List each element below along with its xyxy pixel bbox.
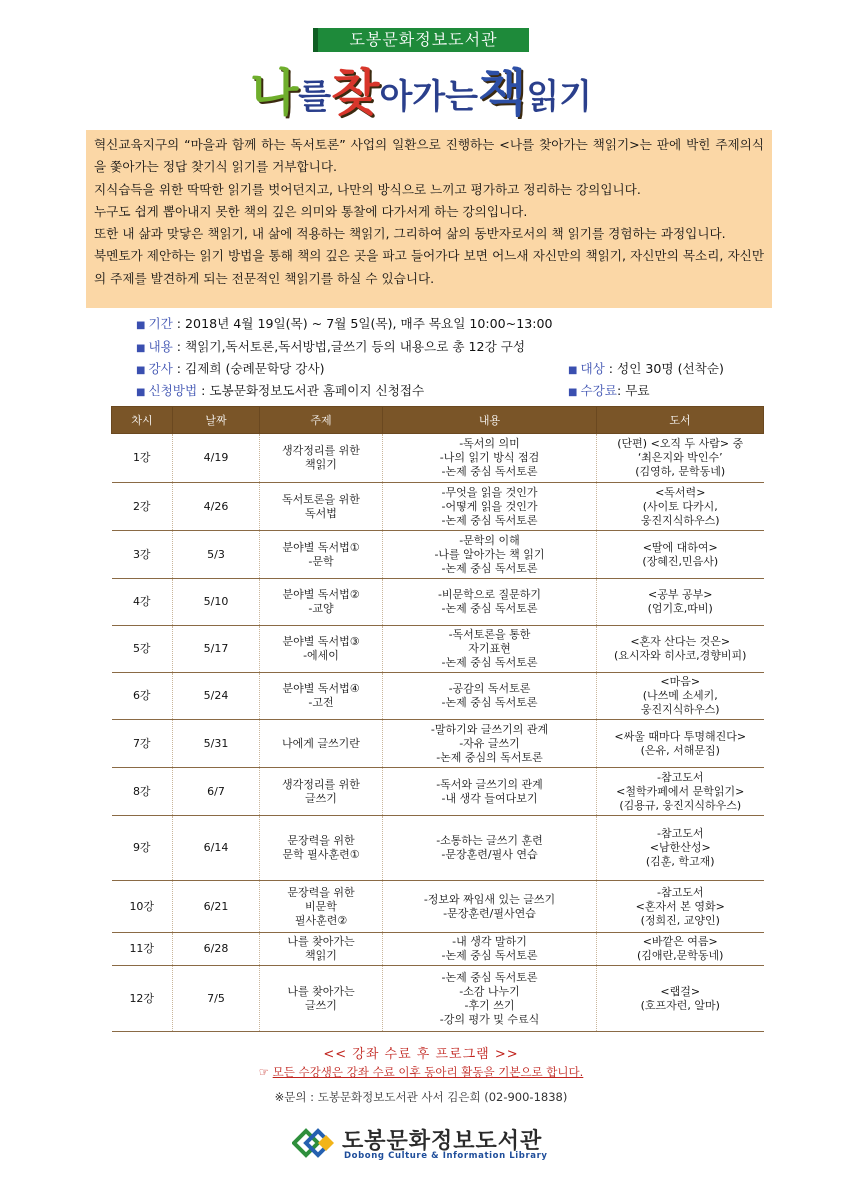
intro-paragraph: 누구도 쉽게 뽑아내지 못한 책의 깊은 의미와 통찰에 다가서게 하는 강의입니다.: [94, 203, 528, 219]
page-title: [0, 64, 842, 126]
info-value: : 김제희 (숭례문학당 강사): [172, 361, 325, 376]
book-cell-line: (단편) <오직 두 사람> 중: [617, 437, 744, 450]
club-note: [0, 1064, 842, 1080]
table-row: [112, 720, 764, 768]
content-cell-line: -독서의 의미: [459, 437, 520, 450]
content-cell: [383, 434, 597, 483]
bullet-square-icon: ■: [136, 387, 146, 398]
date-cell: 6/28: [173, 933, 260, 966]
book-cell: [597, 881, 764, 933]
book-cell-line: <혼자 산다는 것은>: [630, 635, 731, 648]
info-value: : 2018년 4월 19일(목) ~ 7월 5일(목), 매주 목요일 10:00~13:00: [172, 316, 553, 331]
table-row: [112, 626, 764, 673]
book-cell: [597, 933, 764, 966]
info-label: 신청방법: [148, 383, 198, 398]
schedule-table: [111, 406, 764, 1032]
topic-cell: [260, 816, 383, 881]
logo-name: 도봉문화정보도서관: [342, 1129, 543, 1154]
content-cell-line: -어떻게 읽을 것인가: [441, 499, 538, 513]
content-cell-line: -논제 중심 독서토론: [441, 561, 538, 575]
content-cell-line: -후기 쓰기: [464, 998, 515, 1012]
book-cell-line: (엄기호,따비): [647, 602, 713, 615]
table-row: [112, 673, 764, 720]
content-cell-line: -내 생각 들여다보기: [441, 791, 538, 805]
program-title: << 강좌 수료 후 프로그램 >>: [323, 1047, 519, 1062]
library-badge: 도봉문화정보도서관: [313, 28, 529, 52]
book-cell: [597, 483, 764, 531]
book-cell-line: <혼자서 본 영화>: [635, 899, 725, 913]
topic-cell: [260, 579, 383, 626]
content-cell-line: -나를 알아가는 책 읽기: [434, 547, 545, 561]
topic-cell: [260, 434, 383, 483]
content-cell-line: -논제 중심 독서토론: [441, 970, 538, 984]
topic-cell: [260, 626, 383, 673]
date-cell: 6/7: [173, 768, 260, 816]
date-cell: 4/19: [173, 434, 260, 483]
session-cell: 11강: [112, 933, 173, 966]
content-cell-line: 자기표현: [468, 642, 511, 655]
content-cell-line: -논제 중심 독서토론: [441, 602, 538, 615]
date-cell: 5/31: [173, 720, 260, 768]
book-cell-line: <마음>: [660, 675, 701, 688]
library-logo-mark-icon: [292, 1128, 340, 1158]
column-header: 차시: [112, 407, 173, 434]
info-value: : 도봉문화정보도서관 홈페이지 신청접수: [197, 383, 425, 398]
content-cell: [383, 966, 597, 1032]
content-cell: [383, 881, 597, 933]
session-cell: 1강: [112, 434, 173, 483]
book-cell-line: (사이토 다카시,: [642, 499, 718, 513]
content-cell-line: -문장훈련/필사 연습: [441, 848, 538, 861]
book-cell-line: (김애란,문학동네): [637, 949, 724, 962]
topic-cell-line: 문장력을 위한: [287, 885, 355, 899]
topic-cell: [260, 933, 383, 966]
topic-cell-line: 분야별 독서법①: [282, 540, 360, 554]
topic-cell-line: 생각정리를 위한: [282, 444, 360, 457]
content-cell-line: -강의 평가 및 수료식: [439, 1012, 540, 1026]
table-row: [112, 881, 764, 933]
content-cell-line: -독서토론을 통한: [448, 628, 531, 641]
book-cell: [597, 673, 764, 720]
library-logo: [292, 1124, 552, 1168]
bullet-square-icon: ■: [136, 320, 146, 331]
topic-cell-line: 글쓰기: [305, 791, 337, 805]
club-note-text: 모든 수강생은 강좌 수료 이후 동아리 활동을 기본으로 합니다.: [272, 1065, 584, 1079]
info-value: : 성인 30명 (선착순): [604, 361, 724, 376]
column-header: 날짜: [173, 407, 260, 434]
date-cell: 4/26: [173, 483, 260, 531]
book-cell-line: (은유, 서해문집): [640, 743, 720, 757]
column-header: 도서: [597, 407, 764, 434]
book-cell: [597, 626, 764, 673]
date-cell: 5/10: [173, 579, 260, 626]
session-cell: 5강: [112, 626, 173, 673]
book-cell-line: <공부 공부>: [648, 588, 713, 601]
session-cell: 4강: [112, 579, 173, 626]
content-cell: [383, 673, 597, 720]
book-cell-line: (김영하, 문학동네): [635, 465, 726, 478]
table-row: [112, 434, 764, 483]
table-row: [112, 933, 764, 966]
book-cell-line: <독서력>: [655, 485, 706, 499]
info-label: 대상: [580, 361, 605, 376]
table-row: [112, 483, 764, 531]
column-header: 내용: [383, 407, 597, 434]
topic-cell-line: 분야별 독서법④: [282, 682, 360, 695]
book-cell: [597, 531, 764, 579]
info-value: : 책읽기,독서토론,독서방법,글쓰기 등의 내용으로 총 12강 구성: [172, 339, 526, 354]
bullet-square-icon: ■: [136, 343, 146, 354]
title-part-1: 나: [249, 64, 299, 122]
book-cell-line: (나쓰메 소세키,: [642, 689, 718, 702]
table-row: [112, 966, 764, 1032]
topic-cell-line: 필사훈련②: [294, 913, 348, 927]
book-cell-line: -참고도서: [657, 885, 704, 899]
book-cell-line: <랩걸>: [660, 984, 701, 998]
content-cell-line: -공감의 독서토론: [448, 682, 531, 695]
book-cell-line: 웅진지식하우스): [640, 703, 720, 716]
bullet-square-icon: ■: [568, 387, 578, 398]
content-cell: [383, 483, 597, 531]
content-cell-line: -논제 중심의 독서토론: [436, 750, 543, 764]
info-lecturer: [136, 359, 325, 381]
session-cell: 10강: [112, 881, 173, 933]
book-cell-line: <남한산성>: [649, 841, 711, 854]
session-cell: 6강: [112, 673, 173, 720]
topic-cell-line: 책읽기: [305, 458, 337, 471]
content-cell: [383, 626, 597, 673]
topic-cell-line: 분야별 독서법②: [282, 588, 360, 601]
content-cell-line: -정보와 짜임새 있는 글쓰기: [423, 892, 556, 906]
content-cell-line: -무엇을 읽을 것인가: [441, 485, 538, 499]
session-cell: 7강: [112, 720, 173, 768]
book-cell: [597, 720, 764, 768]
content-cell-line: -내 생각 말하기: [452, 935, 527, 948]
intro-paragraph: 또한 내 삶과 맞닿은 책읽기, 내 삶에 적용하는 책읽기, 그리하여 삶의 동반자로서의 책 읽기를 경험하는 과정입니다.: [94, 226, 726, 242]
book-cell-line: 웅진지식하우스): [640, 513, 720, 527]
intro-paragraph: 북멘토가 제안하는 읽기 방법을 통해 책의 깊은 곳을 파고 들어가다 보면 어느새 자신만의 책읽기, 자신만의 목소리, 자신만의 주제를 발견하게 되는 전문적인 책읽기를 하실 수 있습니다.: [94, 248, 764, 286]
content-cell-line: -자유 글쓰기: [459, 736, 520, 750]
content-cell-line: -나의 읽기 방식 점검: [439, 451, 540, 464]
book-cell-line: (김용규, 웅진지식하우스): [619, 798, 742, 812]
book-cell-line: (호프자런, 알마): [640, 998, 720, 1012]
date-cell: 6/14: [173, 816, 260, 881]
info-label: 수강료: [580, 383, 617, 398]
topic-cell-line: -문학: [308, 554, 334, 568]
content-cell-line: -논제 중심 독서토론: [441, 465, 538, 478]
topic-cell-line: 나에게 글쓰기란: [282, 736, 360, 750]
topic-cell-line: -교양: [308, 602, 334, 615]
title-part-4: 아가는: [379, 77, 478, 117]
topic-cell-line: 독서토론을 위한: [282, 492, 360, 506]
book-cell-line: -참고도서: [657, 770, 704, 784]
topic-cell-line: 생각정리를 위한: [282, 777, 360, 791]
content-cell-line: -소통하는 글쓰기 훈련: [436, 834, 543, 847]
table-row: [112, 579, 764, 626]
content-cell: [383, 579, 597, 626]
title-part-6: 읽기: [526, 77, 593, 117]
session-cell: 2강: [112, 483, 173, 531]
info-fee: [568, 381, 650, 403]
logo-english: Dobong Culture & Information Library: [344, 1151, 548, 1161]
content-cell: [383, 531, 597, 579]
content-cell-line: -논제 중심 독서토론: [441, 513, 538, 527]
table-row: [112, 816, 764, 881]
intro-box: [86, 130, 772, 308]
book-cell-line: (김훈, 학고재): [645, 855, 715, 868]
title-part-2: 를: [298, 77, 332, 117]
intro-paragraph: 혁신교육지구의 “마을과 함께 하는 독서토론” 사업의 일환으로 진행하는 <나를 찾아가는 책읽기>는 판에 박힌 주제의식을 쫓아가는 정답 찾기식 읽기를 거부합니다.: [94, 137, 764, 175]
topic-cell: [260, 966, 383, 1032]
session-cell: 9강: [112, 816, 173, 881]
contact-info: ※문의 : 도봉문화정보도서관 사서 김은희 (02-900-1838): [274, 1090, 568, 1104]
session-cell: 12강: [112, 966, 173, 1032]
topic-cell: [260, 673, 383, 720]
topic-cell-line: 나를 찾아가는: [287, 935, 355, 948]
content-cell-line: -독서와 글쓰기의 관계: [436, 777, 543, 791]
book-cell-line: <철학카페에서 문학읽기>: [616, 784, 745, 798]
date-cell: 6/21: [173, 881, 260, 933]
topic-cell-line: 독서법: [305, 506, 337, 520]
content-cell-line: -비문학으로 질문하기: [437, 588, 542, 601]
topic-cell-line: 분야별 독서법③: [282, 635, 360, 648]
pointing-hand-icon: ☞: [258, 1065, 273, 1079]
topic-cell-line: 비문학: [305, 899, 337, 913]
book-cell-line: -참고도서: [657, 827, 704, 840]
column-header: 주제: [260, 407, 383, 434]
content-cell-line: -소감 나누기: [459, 984, 520, 998]
info-apply: [136, 381, 424, 403]
content-cell-line: -논제 중심 독서토론: [441, 949, 538, 962]
book-cell-line: <바깥은 여름>: [642, 935, 718, 948]
table-row: [112, 768, 764, 816]
topic-cell-line: 문장력을 위한: [287, 834, 355, 847]
book-cell-line: <싸울 때마다 투명해진다>: [614, 729, 747, 743]
topic-cell: [260, 483, 383, 531]
topic-cell-line: -고전: [308, 696, 334, 709]
content-cell-line: -논제 중심 독서토론: [441, 656, 538, 669]
book-cell: [597, 768, 764, 816]
table-row: [112, 531, 764, 579]
date-cell: 7/5: [173, 966, 260, 1032]
info-label: 강사: [148, 361, 173, 376]
book-cell-line: ‘최은지와 박인수’: [637, 451, 723, 464]
book-cell-line: (요시자와 히사코,경향비피): [614, 649, 747, 662]
topic-cell-line: 책읽기: [305, 949, 337, 962]
session-cell: 3강: [112, 531, 173, 579]
date-cell: 5/17: [173, 626, 260, 673]
info-label: 기간: [148, 316, 173, 331]
content-cell: [383, 816, 597, 881]
content-cell-line: -문장훈련/필사연습: [443, 906, 536, 920]
content-cell: [383, 720, 597, 768]
topic-cell: [260, 881, 383, 933]
topic-cell: [260, 768, 383, 816]
book-cell: [597, 816, 764, 881]
date-cell: 5/3: [173, 531, 260, 579]
info-period: [136, 314, 553, 336]
session-cell: 8강: [112, 768, 173, 816]
book-cell: [597, 579, 764, 626]
info-target: [568, 359, 724, 381]
info-content: [136, 337, 525, 359]
topic-cell-line: 나를 찾아가는: [287, 984, 355, 998]
content-cell-line: -문학의 이해: [459, 533, 520, 547]
info-label: 내용: [148, 339, 173, 354]
table-header-row: [112, 407, 764, 434]
book-cell-line: <딸에 대하여>: [642, 540, 718, 554]
content-cell-line: -논제 중심 독서토론: [441, 696, 538, 709]
content-cell: [383, 933, 597, 966]
topic-cell: [260, 720, 383, 768]
topic-cell-line: -에세이: [303, 649, 339, 662]
intro-paragraph: 지식습득을 위한 딱딱한 읽기를 벗어던지고, 나만의 방식으로 느끼고 평가하고 정리하는 강의입니다.: [94, 181, 641, 197]
topic-cell-line: 글쓰기: [305, 998, 337, 1012]
title-part-5: 책: [478, 64, 527, 122]
book-cell: [597, 434, 764, 483]
topic-cell: [260, 531, 383, 579]
content-cell: [383, 768, 597, 816]
book-cell-line: (정희진, 교양인): [640, 913, 720, 927]
bullet-square-icon: ■: [568, 365, 578, 376]
date-cell: 5/24: [173, 673, 260, 720]
topic-cell-line: 문학 필사훈련①: [282, 848, 360, 861]
book-cell: [597, 966, 764, 1032]
content-cell-line: -말하기와 글쓰기의 관계: [430, 722, 549, 736]
title-part-3: 찾: [331, 64, 380, 122]
book-cell-line: (장혜진,민음사): [642, 554, 719, 568]
bullet-square-icon: ■: [136, 365, 146, 376]
info-value: : 무료: [616, 383, 650, 398]
